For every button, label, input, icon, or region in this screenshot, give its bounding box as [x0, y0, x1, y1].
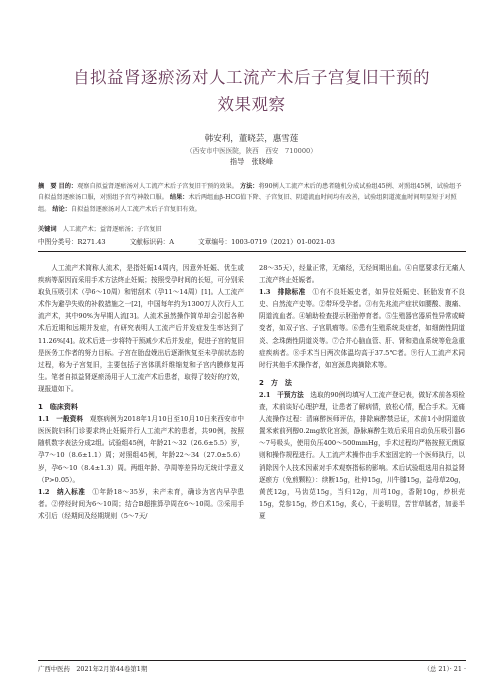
section-1-3-text: ①有不良妊娠史者，如异位妊娠史、胚胎发育不良史、自然流产史等。②带环受孕者。③有先兆流产症状如腰酸、腹痛、阴道流血者。④辅助检查提示胚胎停育者。⑤生殖器官器质性异常或畸变者，如双子宫、子宫肌瘤等。⑥患有生殖系统炎症者，如细菌性阴道炎、念珠菌性阴道炎等。⑦合并心脑血管、肝、肾和造血系统等危急重症疾病者。⑧手术当日两次体温均高于37.5℃者。⑨行人工流产术同时行其他手术操作者，如宫颈息肉摘除术等。 — [259, 288, 465, 369]
conclusion-label: 结论： — [52, 205, 71, 213]
article-number: 文章编号：1003-0719（2021）01-0021-03 — [198, 238, 335, 246]
header-rule — [38, 251, 466, 252]
section-2-1-text: 选取的90例均填写人工流产登记表，做好术前各项检查，术前谈好心理护理，让患者了解病情，放松心情，配合手术。无痛人流操作过程：清麻醉医师评估，排除麻醉禁忌证，术前1小时阴道放置米索前列醇0.2mg软化宫颈，静脉麻醉生效后采用自动负压吸引器6～7号吸头，使用负压400～500mmHg，手术过程均严格按照无菌原则和操作规程进行。人工流产术操作由手术室固定的一个医师执行，以消除因个人技术因素对手术观察指标的影响。术后试验组选用自拟益肾逐瘀方（免煎颗粒）：续断15g，杜仲15g，川牛膝15g，益母草20g，黄芪12g，马齿苋15g，当归12g，川芎10g，香附10g，炒枳壳15g，党参15g，炒白术15g，炙心，干姜明显，苦苷草腻者，加姜半夏 — [259, 390, 466, 520]
section-2-heading: 2 方 法 — [259, 378, 292, 387]
abstract — [38, 181, 466, 215]
keywords-line — [38, 224, 466, 235]
continued-text: 28～35天），经量正常，无痛经，无经间期出血。④自愿要求行无痛人工流产终止妊娠者。 — [259, 264, 465, 285]
intro-paragraph: 人工流产术简称人流术，是指妊娠14周内，因意外妊娠、优生或疾病等原因而采用手术方法终止妊娠；按照受孕时间的长短，可分别采取负压吸引术（孕6～10周）和钳刮术（孕11～14周）[1]。人工流产术作为避孕失败的补救措施之一[2]，中国每年约为1300万人次行人工流产术，其中90%为早期人流[3]。人流术虽然操作简单却会引起各种术后近期和远期并发症，有研究表明人工流产后并发症发生率达到了11.26%[4]。故术后进一步将特干预减少术后并发症，促进子宫的复旧是医务工作者的努力目标。子宫在胎盘娩出后逐渐恢复至未孕前状态的过程，称为子宫复旧，主要包括子宫体肌纤维缩复和子宫内膜修复再生。笔者自拟益肾逐瘀汤用于人工流产术后患者，取得了较好的疗效，现报道如下。 — [38, 264, 244, 393]
paper-title-line-2: 效果观察 — [217, 95, 286, 114]
objective-label: 目的： — [58, 183, 78, 190]
section-1-heading: 1 临床资料 — [38, 403, 78, 412]
result-label: 结果： — [169, 194, 189, 202]
section-1-2-heading: 1.2 纳入标准 — [38, 487, 86, 496]
section-2-1 — [259, 389, 465, 522]
abstract-conclusion: 自拟益肾逐瘀汤对人工流产术后子宫复旧有效。 — [70, 205, 201, 213]
authors: 韩安利，董晓芸，惠雪莲 — [204, 134, 299, 144]
affiliation: （西安市中医医院，陕西 西安 710000） — [186, 147, 317, 155]
keywords-label: 关键词 — [38, 226, 57, 233]
method-label: 方法： — [239, 183, 259, 190]
section-1-2 — [38, 486, 244, 522]
section-1-1-heading: 1.1 一般资料 — [38, 415, 84, 424]
journal-footer: 广西中医药 2021年2月第44卷第1期 — [38, 665, 148, 673]
section-1-1 — [38, 413, 244, 486]
section-1-3 — [259, 286, 465, 371]
keywords: 人工流产术；益肾逐瘀汤；子宫复旧 — [62, 226, 162, 233]
abstract-result: 术后两组血β-HCG值下降、子宫复旧、阴道流血时间均有改善，试验组阴道流血时间明显短于对照组。 — [38, 194, 457, 213]
section-1-2-text: ①年龄18～35岁，未产未育，确诊为宫内早孕患者。②停经时间为6～10周；结合B超推算孕周在6～10周。③采用手术引后（经期间及经期规则（5～7天/ — [38, 487, 245, 520]
left-column — [38, 262, 244, 522]
footer-rule — [38, 660, 466, 661]
abstract-method: 将90例人工流产术后的患者随机分成试验组45例、对照组45例，试验组予自拟益肾逐瘀汤口服，对照组予宫芍神散口服。 — [38, 183, 462, 202]
meta-line — [38, 236, 468, 246]
abstract-objective: 观察自拟益肾逐瘀汤对人工流产术后子宫复旧干预的效果。 — [77, 183, 238, 190]
section-1-3-heading: 1.3 排除标准 — [259, 288, 306, 297]
section-2-1-heading: 2.1 干预方法 — [259, 390, 304, 399]
clc-number: 中图分类号：R271.43 — [38, 238, 106, 246]
right-column — [259, 262, 465, 522]
advisor: 指导 张晓峰 — [229, 157, 274, 166]
document-code: 文献标识码：A — [129, 238, 175, 246]
section-1-1-text: 观察病例为2018年1月10日至10月10日来西安市中医医院妇科门诊要求终止妊娠并行人工流产术的患者，共90例，按照随机数字表法分成2组。试验组45例，年龄21～32（26.6±5.5）岁，孕7～10（8.6±1.1）周；对照组45例，年龄22～34（27.0±5.6）岁，孕6～10（8.4±1.3）周。两组年龄、孕周等差异均无统计学意义（P>0.05）。 — [38, 415, 244, 484]
abstract-label: 摘 要 — [38, 183, 57, 190]
paper-title-line-1: 自拟益肾逐瘀汤对人工流产术后子宫复旧干预的 — [73, 68, 430, 87]
page-number: （总 21）· 21 · — [423, 665, 466, 673]
